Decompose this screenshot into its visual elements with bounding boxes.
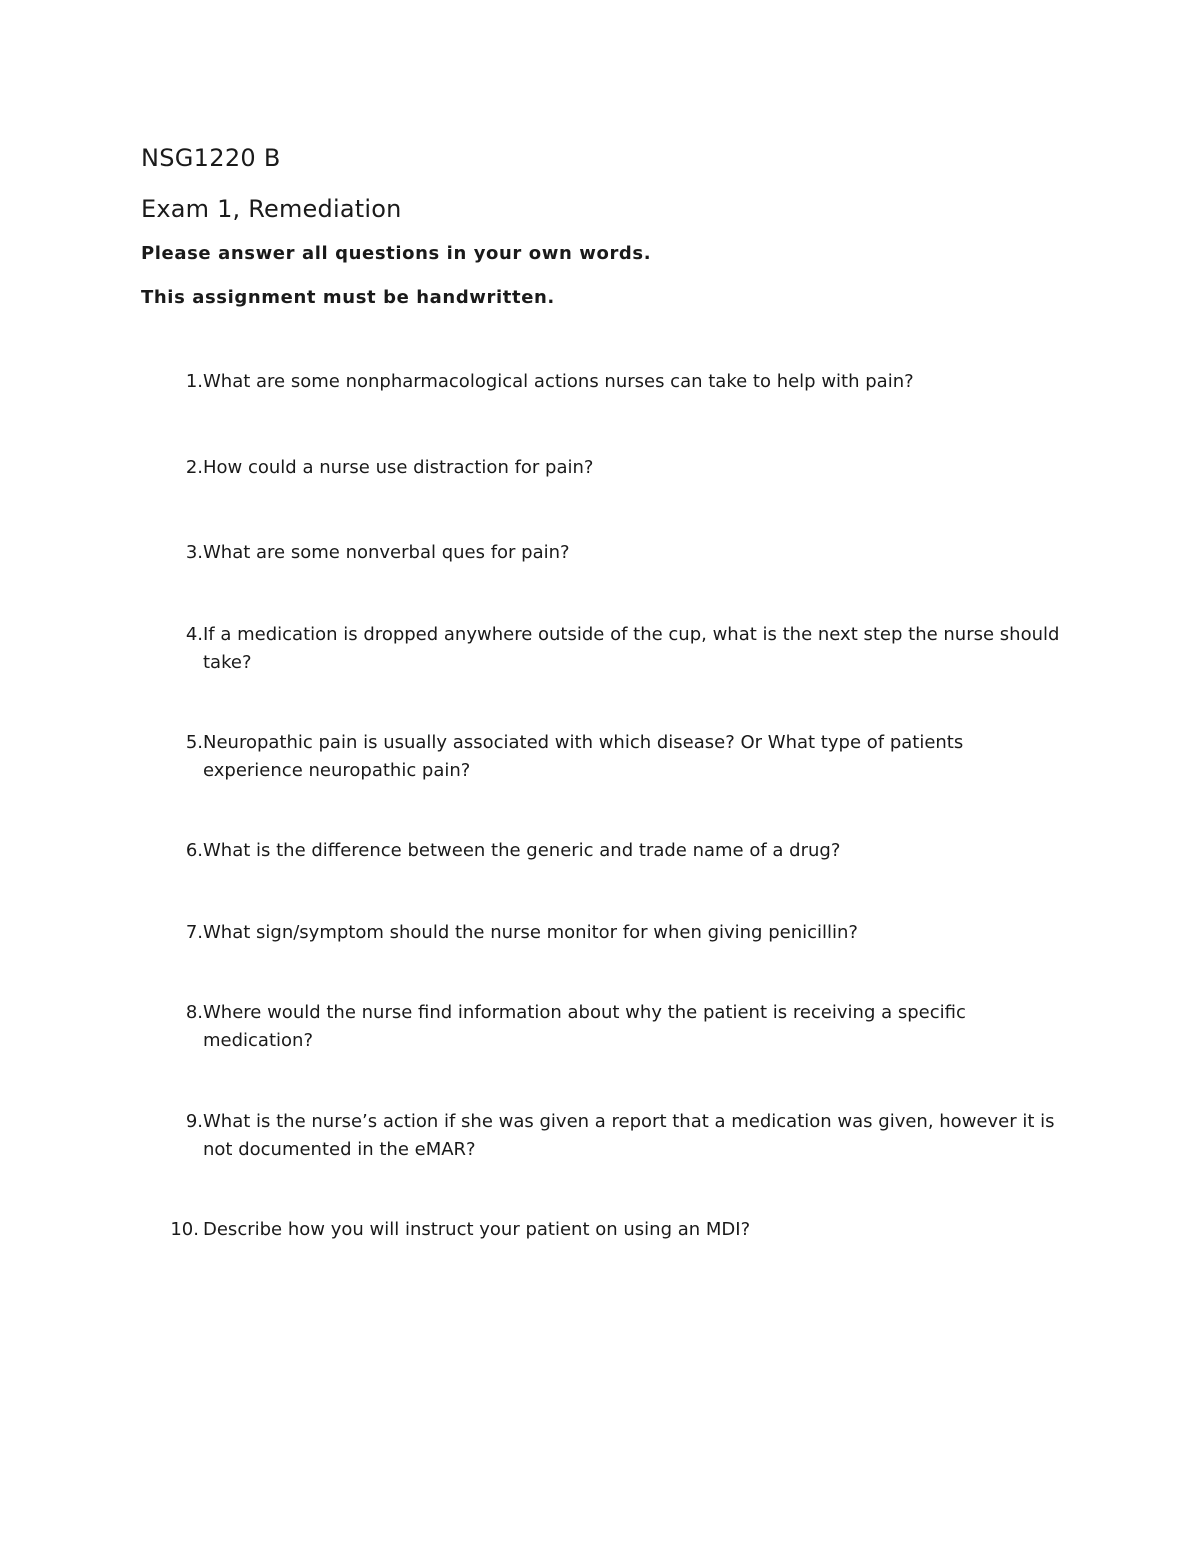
question-text: What is the difference between the generic and trade name of a drug? (203, 840, 841, 861)
question-item (141, 729, 1061, 785)
question-item (141, 368, 1061, 396)
question-item (141, 999, 1061, 1055)
question-text: Neuropathic pain is usually associated with which disease? Or What type of patients experience neuropathic pain? (203, 732, 964, 781)
question-text: Describe how you will instruct your patient on using an MDI? (203, 1219, 751, 1240)
exam-title: Exam 1, Remediation (141, 195, 402, 223)
question-number: 10. (170, 1219, 199, 1240)
question-text: If a medication is dropped anywhere outside of the cup, what is the next step the nurse should take? (203, 624, 1060, 673)
question-text: What is the nurse’s action if she was given a report that a medication was given, however it is not documented in the eMAR? (203, 1111, 1055, 1160)
question-number: 1. (185, 371, 203, 392)
question-text: Where would the nurse find information about why the patient is receiving a specific medication? (203, 1002, 966, 1051)
question-item (141, 539, 1061, 567)
instruction-handwritten: This assignment must be handwritten. (141, 287, 555, 308)
question-item (141, 454, 1061, 482)
question-item (141, 919, 1061, 947)
question-number: 3. (185, 542, 203, 563)
question-text: What are some nonverbal ques for pain? (203, 542, 570, 563)
question-number: 6. (185, 840, 203, 861)
course-title: NSG1220 B (141, 144, 281, 172)
instruction-own-words: Please answer all questions in your own words. (141, 243, 652, 264)
question-item (141, 1108, 1061, 1164)
question-number: 7. (185, 922, 203, 943)
question-number: 4. (185, 624, 203, 645)
question-number: 2. (185, 457, 203, 478)
question-text: What sign/symptom should the nurse monitor for when giving penicillin? (203, 922, 858, 943)
question-number: 5. (185, 732, 203, 753)
question-number: 8. (185, 1002, 203, 1023)
question-text: What are some nonpharmacological actions nurses can take to help with pain? (203, 371, 914, 392)
question-text: How could a nurse use distraction for pain? (203, 457, 594, 478)
question-item (141, 837, 1061, 865)
question-number: 9. (185, 1111, 203, 1132)
question-item (141, 621, 1061, 677)
question-item (141, 1216, 1061, 1244)
